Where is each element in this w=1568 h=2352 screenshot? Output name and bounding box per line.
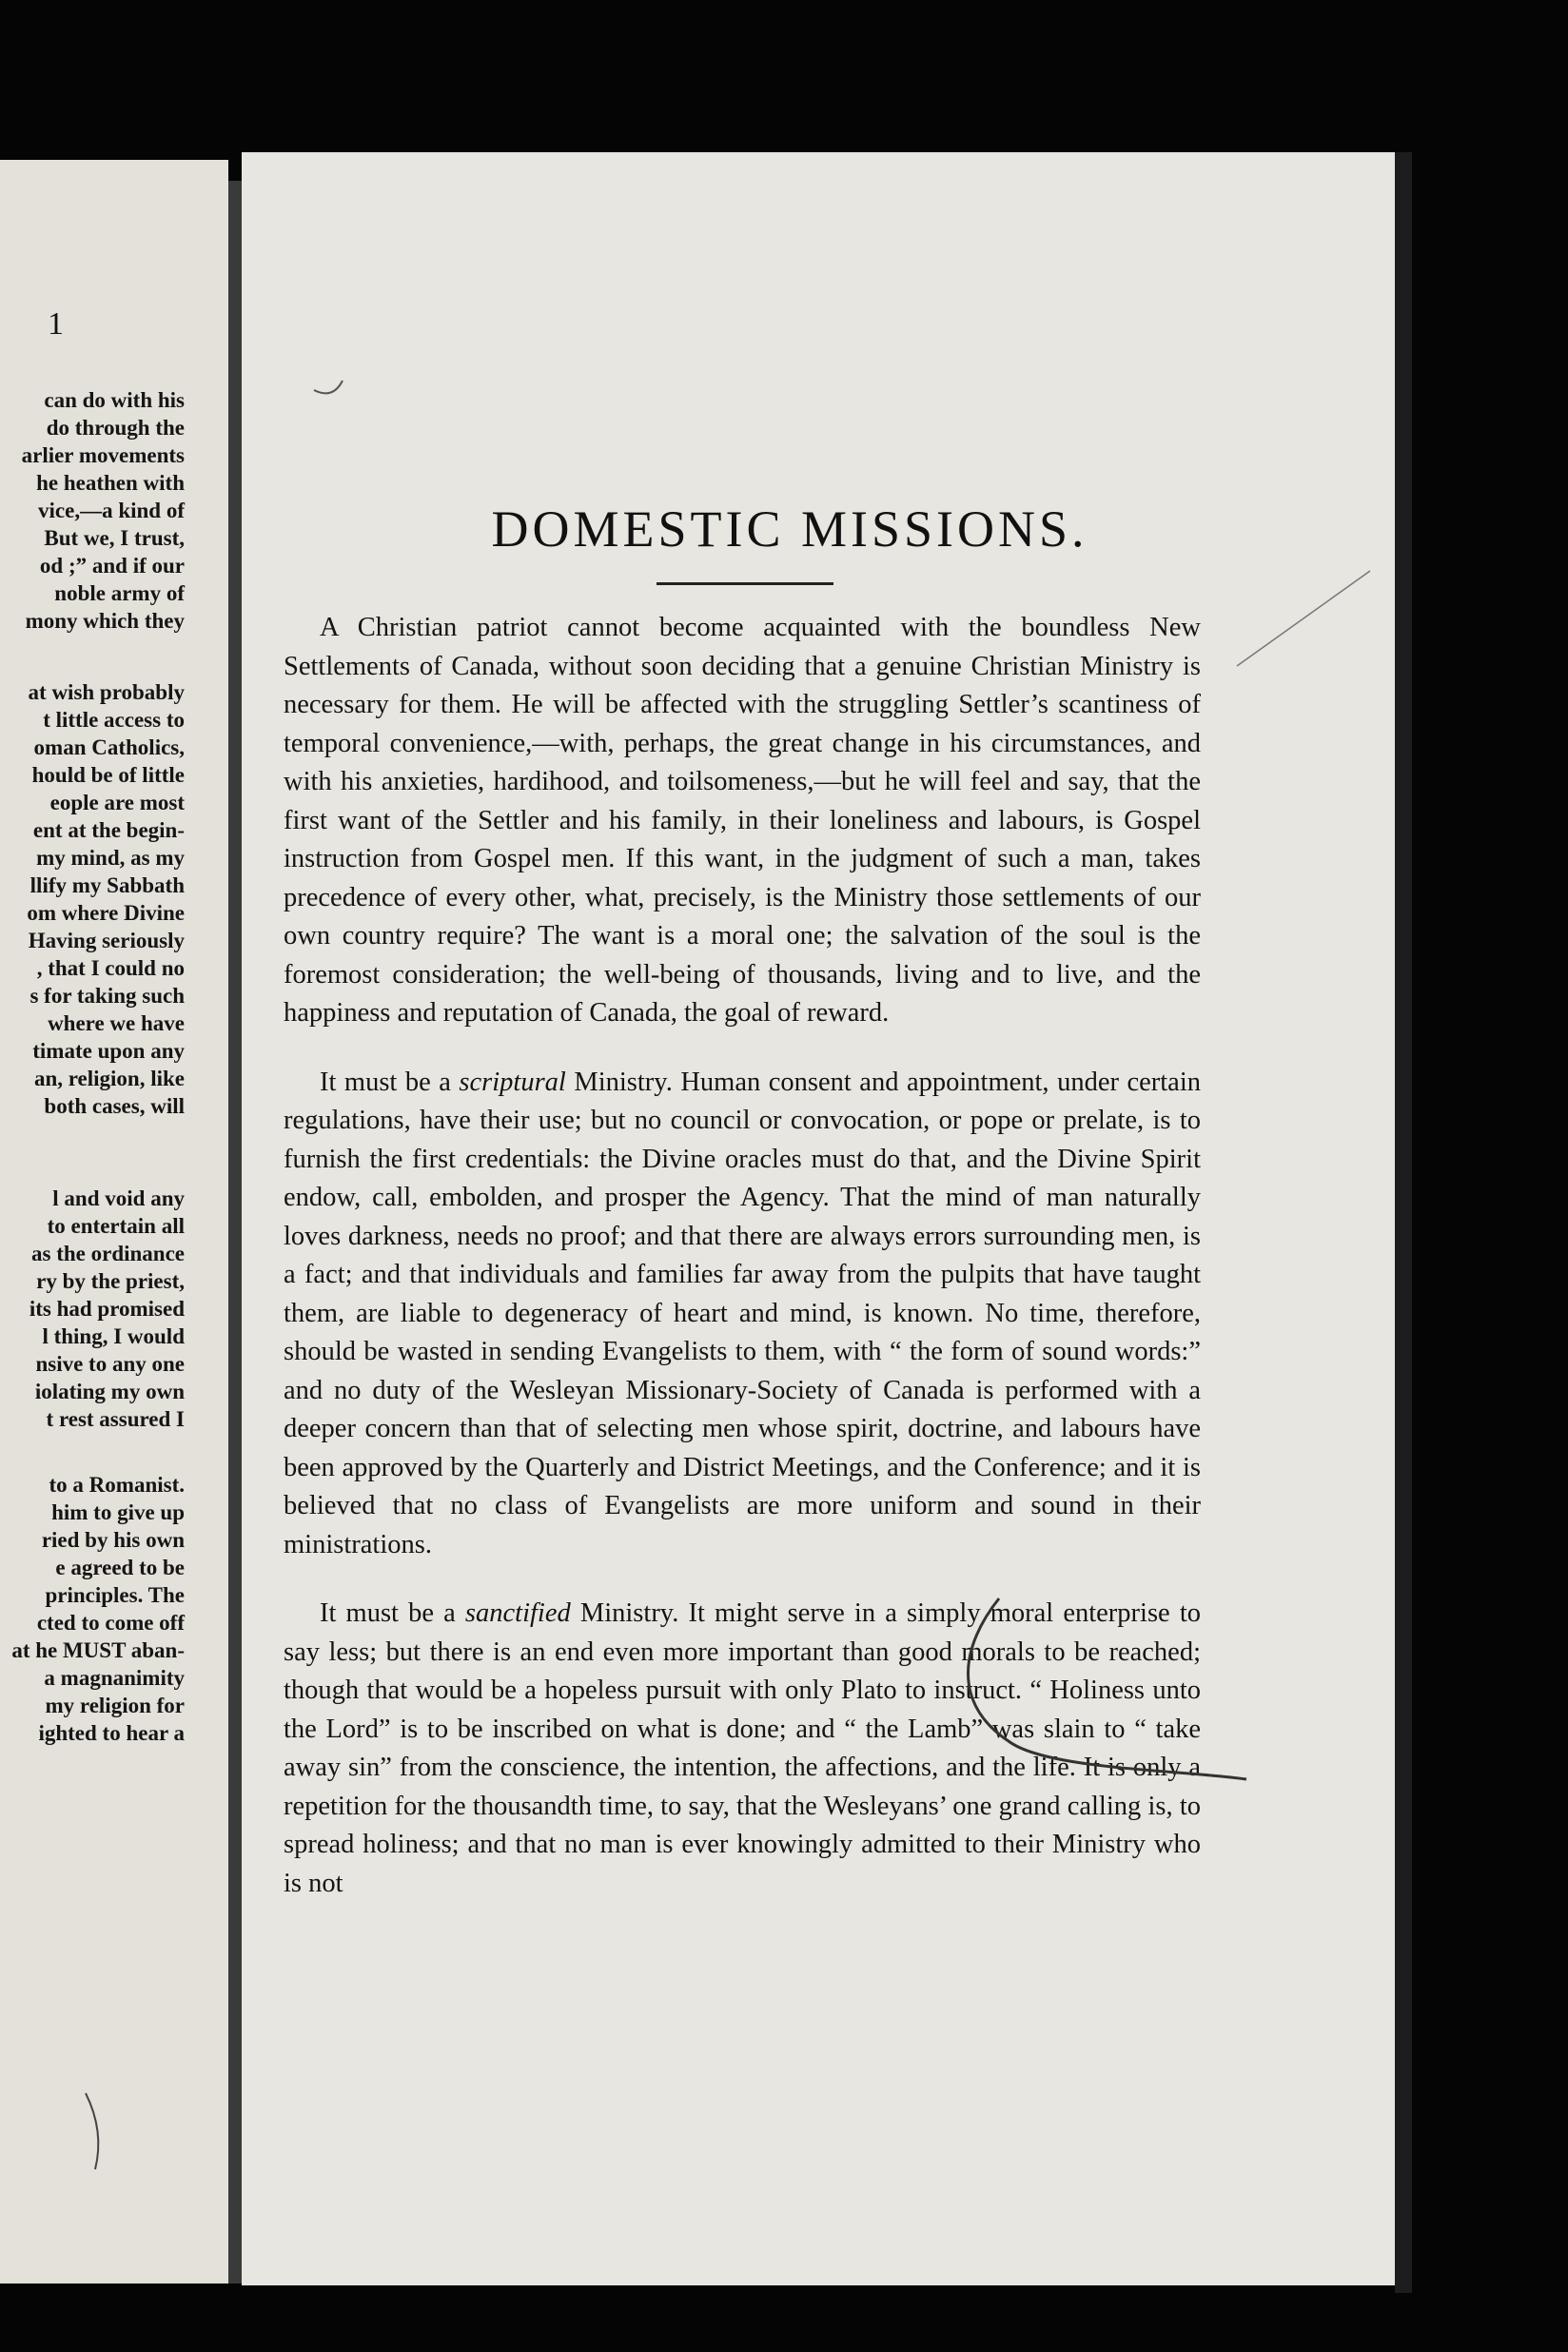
left-text-line: ighted to hear a bbox=[38, 1721, 185, 1745]
left-text-line: But we, I trust, bbox=[44, 526, 185, 550]
left-text-line: eople are most bbox=[49, 791, 185, 814]
emphasis-scriptural: scriptural bbox=[459, 1067, 566, 1097]
left-text-line: at wish probably bbox=[28, 680, 185, 704]
left-text-line: e agreed to be bbox=[55, 1556, 185, 1579]
left-text-line: ent at the begin- bbox=[32, 818, 185, 842]
paragraph-2: It must be a scriptural Ministry. Human consent and appointment, under certain regulations, have their use; but no council or convocation, or pope or prelate, is to furnish the first credentials: the Divine oracles must do that, and the Divine Spirit endow, call, embolden, and prosper the Agency. That the mind of man naturally loves darkness, needs no proof; and that there are always errors surrounding men, is a fact; and that individuals and families far away from the pulpits that have taught them, are liable to degeneracy of heart and mind, is known. No time, therefore, should be wasted in sending Evangelists to them, with “ the form of sound words:” and no duty of the Wesleyan Missionary-Society of Canada is performed with a deeper concern than that of selecting men whose spirit, doctrine, and labours have been approved by the Quarterly and District Meetings, and the Conference; and it is believed that no class of Evangelists are more uniform and sound in their ministrations. bbox=[284, 1067, 1201, 1559]
left-text-line: Having seriously bbox=[28, 929, 185, 952]
left-text-line: od ;” and if our bbox=[39, 554, 185, 578]
left-text-line: my religion for bbox=[45, 1694, 185, 1717]
left-text-line: iolating my own bbox=[34, 1380, 185, 1403]
left-text-line: to a Romanist. bbox=[49, 1473, 185, 1497]
left-text-line: its had promised bbox=[29, 1297, 185, 1321]
left-text-line: an, religion, like bbox=[33, 1067, 185, 1090]
left-text-line: om where Divine bbox=[27, 901, 185, 925]
left-text-line: hould be of little bbox=[31, 763, 185, 787]
left-text-line: t little access to bbox=[43, 708, 185, 732]
paragraph-1: A Christian patriot cannot become acquainted with the boundless New Settlements of Canada, without soon deciding that a genuine Christian Ministry is necessary for them. He will be affected with the struggling Settler’s scantiness of temporal convenience,—with, perhaps, the great change in his circumstances, and with his anxieties, hardihood, and toilsomeness,—but he will feel and say, that the first want of the Settler and his family, in their loneliness and labours, is Gospel instruction from Gospel men. If this want, in the judgment of such a man, takes precedence of every other, what, precisely, is the Ministry those settlements of our own country require? The want is a moral one; the salvation of the soul is the foremost consideration; the well-being of thousands, living and to live, and the happiness and reputation of Canada, the goal of reward. bbox=[284, 613, 1201, 1028]
left-text-line: cted to come off bbox=[36, 1611, 185, 1635]
emphasis-sanctified: sanctified bbox=[464, 1598, 571, 1628]
left-text-line: at he MUST aban- bbox=[11, 1638, 185, 1662]
left-text-line: arlier movements bbox=[21, 443, 185, 467]
left-text-line: ried by his own bbox=[41, 1528, 185, 1552]
left-text-line: s for taking such bbox=[29, 984, 185, 1008]
left-text-line: noble army of bbox=[54, 581, 185, 605]
left-text-line: him to give up bbox=[51, 1500, 185, 1524]
left-text-line: where we have bbox=[48, 1011, 185, 1035]
left-text-line: vice,—a kind of bbox=[38, 499, 185, 522]
left-text-line: both cases, will bbox=[44, 1094, 185, 1118]
left-text-line: my mind, as my bbox=[36, 846, 185, 870]
left-text-line: nsive to any one bbox=[35, 1352, 185, 1376]
page-title: DOMESTIC MISSIONS. bbox=[491, 500, 1088, 558]
left-text-line: as the ordinance bbox=[31, 1242, 185, 1265]
left-text-line: to entertain all bbox=[47, 1214, 185, 1238]
left-text-line: l thing, I would bbox=[42, 1324, 185, 1348]
left-text-line: l and void any bbox=[52, 1186, 185, 1210]
left-text-line: a magnanimity bbox=[44, 1666, 185, 1690]
left-text-line: he heathen with bbox=[36, 471, 185, 495]
paragraph-3: It must be a sanctified Ministry. It might serve in a simply moral enterprise to say less; but there is an end even more important than good morals to be reached; though that would be a hopeless pursuit with only Plato to instruct. “ Holiness unto the Lord” is to be inscribed on what is done; and “ the Lamb” was slain to “ take away sin” from the conscience, the intention, the affections, and the life. It is only a repetition for the thousandth time, to say, that the Wesleyans’ one grand calling is, to spread holiness; and that no man is ever knowingly admitted to their Ministry who is not bbox=[284, 1598, 1201, 1898]
left-text-line: oman Catholics, bbox=[33, 735, 185, 759]
left-text-line: llify my Sabbath bbox=[29, 873, 185, 897]
left-text-line: principles. The bbox=[45, 1583, 185, 1607]
left-text-line: mony which they bbox=[25, 609, 185, 633]
left-text-line: timate upon any bbox=[32, 1039, 185, 1063]
left-text-line: can do with his bbox=[44, 388, 185, 412]
left-text-line: , that I could no bbox=[36, 956, 185, 980]
left-text-line: t rest assured I bbox=[46, 1407, 185, 1431]
left-page-mark: 1 bbox=[48, 306, 64, 342]
left-text-line: do through the bbox=[46, 416, 185, 440]
left-text-line: ry by the priest, bbox=[36, 1269, 185, 1293]
